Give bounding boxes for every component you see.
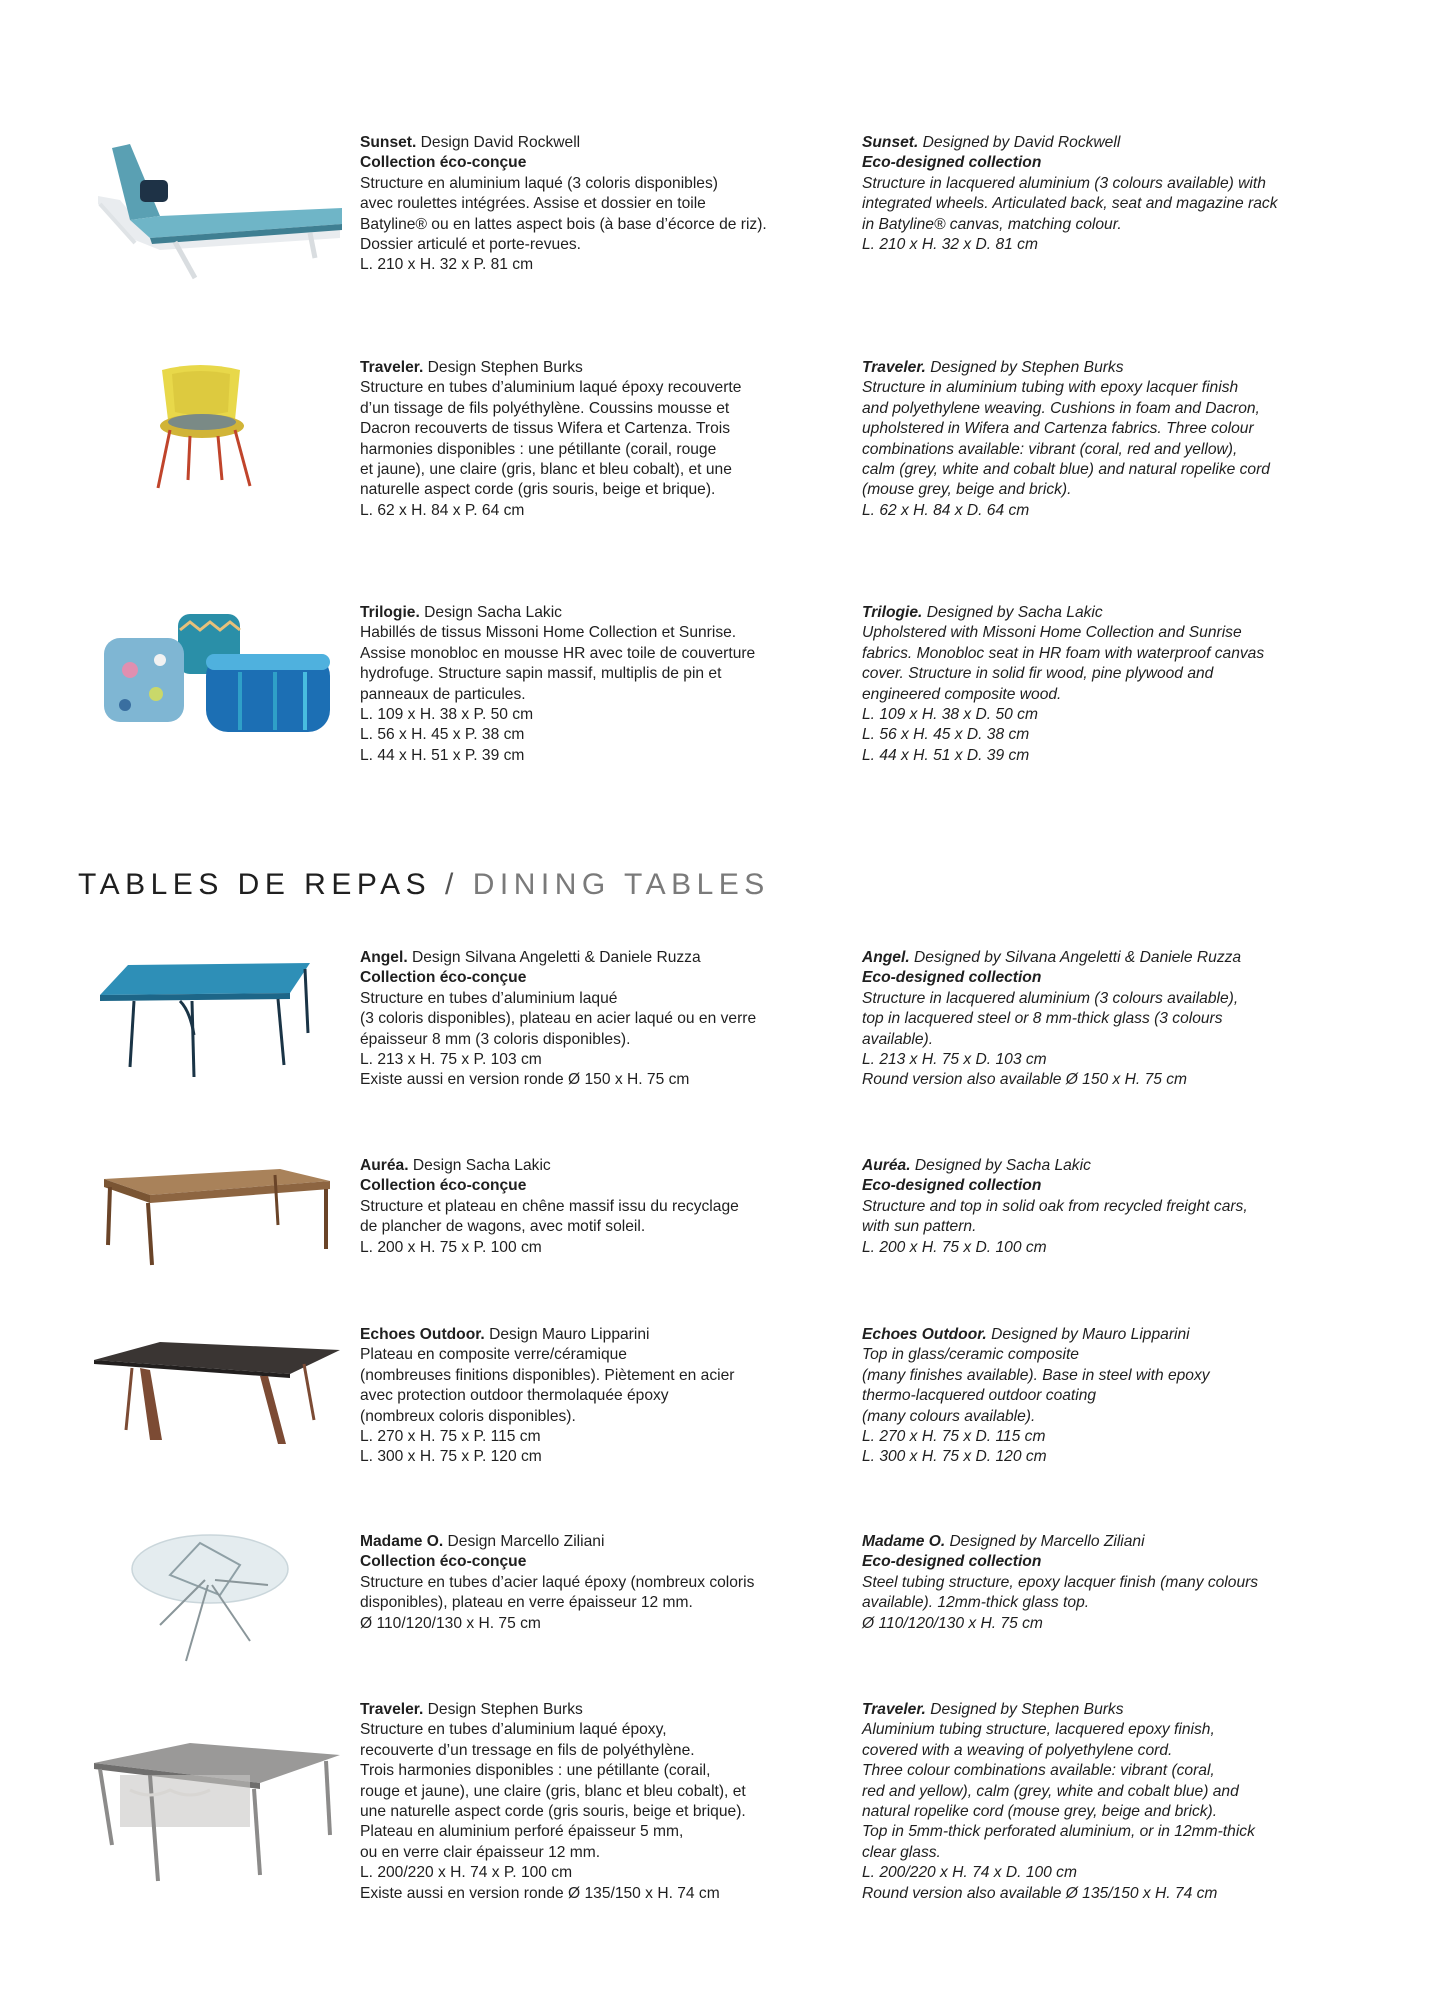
description-line: épaisseur 8 mm (3 coloris disponibles). xyxy=(360,1030,631,1048)
description-line: Trois harmonies disponibles : une pétillante (corail, xyxy=(360,1762,711,1780)
product-name: Angel. xyxy=(862,949,910,966)
description-line: Structure en aluminium laqué (3 coloris disponibles) xyxy=(360,174,718,192)
dimensions: Ø 110/120/130 x H. 75 cm xyxy=(360,1614,541,1632)
dimensions: L. 56 x H. 45 x D. 38 cm xyxy=(862,726,1030,744)
designer: Design Silvana Angeletti & Daniele Ruzza xyxy=(412,949,701,966)
designer: Designed by Mauro Lipparini xyxy=(991,1326,1190,1343)
section-title-separator: / xyxy=(445,868,459,901)
description-line: Existe aussi en version ronde Ø 150 x H. 75 cm xyxy=(360,1071,690,1089)
dimensions: L. 213 x H. 75 x D. 103 cm xyxy=(862,1051,1047,1069)
description-line: (3 coloris disponibles), plateau en acier laqué ou en verre xyxy=(360,1010,757,1028)
description-line: Round version also available Ø 135/150 x H. 74 cm xyxy=(862,1884,1218,1902)
description-line: ou en verre clair épaisseur 12 mm. xyxy=(360,1843,601,1861)
description-line: Structure en tubes d’aluminium laqué époxy, xyxy=(360,1721,667,1739)
description-line: available). 12mm-thick glass top. xyxy=(862,1594,1090,1612)
description-line: natural ropelike cord (mouse grey, beige and brick). xyxy=(862,1803,1218,1821)
traveler-chair-image xyxy=(90,360,350,500)
product-name: Auréa. xyxy=(360,1157,409,1174)
eco-label: Eco-designed collection xyxy=(862,154,1042,172)
product-name: Madame O. xyxy=(862,1533,946,1550)
angel-table-image xyxy=(90,955,350,1080)
dimensions: L. 44 x H. 51 x D. 39 cm xyxy=(862,746,1030,764)
product-name: Sunset. xyxy=(862,134,919,151)
description-line: red and yellow), calm (grey, white and cobalt blue) and xyxy=(862,1782,1239,1800)
description-line: (many colours available). xyxy=(862,1407,1036,1425)
description-line: Structure in lacquered aluminium (3 colours available), xyxy=(862,989,1239,1007)
description-line: recouverte d’un tressage en fils de polyéthylène. xyxy=(360,1741,695,1759)
dimensions: L. 300 x H. 75 x D. 120 cm xyxy=(862,1448,1047,1466)
designer: Designed by Stephen Burks xyxy=(930,1701,1124,1718)
dimensions: L. 210 x H. 32 x D. 81 cm xyxy=(862,236,1038,254)
description-line: Structure in aluminium tubing with epoxy lacquer finish xyxy=(862,379,1239,397)
aurea-table-image xyxy=(90,1165,350,1270)
description-line: thermo-lacquered outdoor coating xyxy=(862,1387,1097,1405)
designer: Designed by David Rockwell xyxy=(922,134,1121,151)
product-name: Traveler. xyxy=(862,1701,926,1718)
designer: Designed by Sacha Lakic xyxy=(914,1157,1091,1174)
product-name: Traveler. xyxy=(862,359,926,376)
eco-label: Collection éco-conçue xyxy=(360,1553,527,1571)
section-title-en: DINING TABLES xyxy=(472,868,770,901)
dimensions: L. 200 x H. 75 x D. 100 cm xyxy=(862,1238,1047,1256)
dimensions: Ø 110/120/130 x H. 75 cm xyxy=(862,1614,1043,1632)
description-line: in Batyline® canvas, matching colour. xyxy=(862,215,1122,233)
description-line: Top in 5mm-thick perforated aluminium, or in 12mm-thick xyxy=(862,1823,1255,1841)
description-line: fabrics. Monobloc seat in HR foam with waterproof canvas xyxy=(862,644,1265,662)
dimensions: L. 109 x H. 38 x D. 50 cm xyxy=(862,706,1038,724)
dimensions: L. 44 x H. 51 x P. 39 cm xyxy=(360,746,525,764)
section-title xyxy=(78,868,770,902)
dimensions: L. 210 x H. 32 x P. 81 cm xyxy=(360,256,534,274)
eco-label: Collection éco-conçue xyxy=(360,1177,527,1195)
eco-label: Collection éco-conçue xyxy=(360,969,527,987)
description-line: disponibles), plateau en verre épaisseur 12 mm. xyxy=(360,1594,693,1612)
description-line: Upholstered with Missoni Home Collection and Sunrise xyxy=(862,624,1242,642)
designer: Design Stephen Burks xyxy=(427,359,583,376)
description-line: Aluminium tubing structure, lacquered epoxy finish, xyxy=(862,1721,1215,1739)
description-line: naturelle aspect corde (gris souris, beige et brique). xyxy=(360,481,716,499)
description-line: avec roulettes intégrées. Assise et dossier en toile xyxy=(360,195,706,213)
description-line: Structure en tubes d’aluminium laqué époxy recouverte xyxy=(360,379,742,397)
description-line: panneaux de particules. xyxy=(360,685,526,703)
designer: Design Stephen Burks xyxy=(427,1701,583,1718)
dimensions: L. 213 x H. 75 x P. 103 cm xyxy=(360,1051,542,1069)
dimensions: L. 109 x H. 38 x P. 50 cm xyxy=(360,706,534,724)
description-line: Plateau en composite verre/céramique xyxy=(360,1346,627,1364)
description-line: available). xyxy=(862,1030,934,1048)
designer: Designed by Silvana Angeletti & Daniele Ruzza xyxy=(914,949,1242,966)
dimensions: L. 56 x H. 45 x P. 38 cm xyxy=(360,726,525,744)
description-line: Batyline® ou en lattes aspect bois (à base d’écorce de riz). xyxy=(360,215,767,233)
designer: Design Marcello Ziliani xyxy=(447,1533,605,1550)
description-line: with sun pattern. xyxy=(862,1218,977,1236)
designer: Design Mauro Lipparini xyxy=(489,1326,650,1343)
description-line: rouge et jaune), une claire (gris, blanc et bleu cobalt), et xyxy=(360,1782,746,1800)
designer: Design Sacha Lakic xyxy=(424,604,562,621)
product-name: Echoes Outdoor. xyxy=(862,1326,987,1343)
product-name: Trilogie. xyxy=(360,604,420,621)
eco-label: Eco-designed collection xyxy=(862,1553,1042,1571)
description-line: Structure en tubes d’acier laqué époxy (nombreux coloris xyxy=(360,1573,755,1591)
description-line: Structure in lacquered aluminium (3 colours available) with xyxy=(862,174,1266,192)
description-line: Structure and top in solid oak from recycled freight cars, xyxy=(862,1197,1248,1215)
description-line: Round version also available Ø 150 x H. 75 cm xyxy=(862,1071,1188,1089)
eco-label: Collection éco-conçue xyxy=(360,154,527,172)
description-line: Three colour combinations available: vibrant (coral, xyxy=(862,1762,1215,1780)
description-line: Steel tubing structure, epoxy lacquer finish (many colours xyxy=(862,1573,1259,1591)
dimensions: L. 62 x H. 84 x D. 64 cm xyxy=(862,501,1030,519)
description-line: and polyethylene weaving. Cushions in foam and Dacron, xyxy=(862,399,1260,417)
description-line: harmonies disponibles : une pétillante (corail, rouge xyxy=(360,440,717,458)
description-line: combinations available: vibrant (coral, red and yellow), xyxy=(862,440,1238,458)
product-name: Trilogie. xyxy=(862,604,923,621)
product-name: Traveler. xyxy=(360,1701,424,1718)
description-line: et jaune), une claire (gris, blanc et bleu cobalt), et une xyxy=(360,461,732,479)
product-name: Angel. xyxy=(360,949,408,966)
description-line: engineered composite wood. xyxy=(862,685,1062,703)
description-line: (many finishes available). Base in steel with epoxy xyxy=(862,1366,1210,1384)
designer: Designed by Sacha Lakic xyxy=(926,604,1103,621)
description-line: calm (grey, white and cobalt blue) and natural ropelike cord xyxy=(862,461,1270,479)
description-line: Assise monobloc en mousse HR avec toile de couverture xyxy=(360,644,756,662)
description-line: covered with a weaving of polyethylene cord. xyxy=(862,1741,1173,1759)
description-line: Existe aussi en version ronde Ø 135/150 x H. 74 cm xyxy=(360,1884,720,1902)
dimensions: L. 270 x H. 75 x D. 115 cm xyxy=(862,1428,1046,1446)
description-line: integrated wheels. Articulated back, seat and magazine rack xyxy=(862,195,1278,213)
description-line: (nombreux coloris disponibles). xyxy=(360,1407,576,1425)
description-line: (mouse grey, beige and brick). xyxy=(862,481,1072,499)
trilogie-poufs-image xyxy=(90,610,350,740)
dimensions: L. 200 x H. 75 x P. 100 cm xyxy=(360,1238,542,1256)
designer: Design Sacha Lakic xyxy=(412,1157,551,1174)
description-line: Dossier articulé et porte-revues. xyxy=(360,236,582,254)
product-name: Sunset. xyxy=(360,134,417,151)
madame-o-table-image xyxy=(90,1525,350,1665)
dimensions: L. 62 x H. 84 x P. 64 cm xyxy=(360,501,525,519)
designer: Designed by Marcello Ziliani xyxy=(949,1533,1145,1550)
description-line: de plancher de wagons, avec motif soleil. xyxy=(360,1218,646,1236)
product-name: Traveler. xyxy=(360,359,424,376)
description-line: d’un tissage de fils polyéthylène. Coussins mousse et xyxy=(360,399,730,417)
eco-label: Eco-designed collection xyxy=(862,1177,1042,1195)
description-line: (nombreuses finitions disponibles). Piètement en acier xyxy=(360,1366,735,1384)
description-line: cover. Structure in solid fir wood, pine plywood and xyxy=(862,665,1214,683)
product-name: Madame O. xyxy=(360,1533,444,1550)
description-line: Structure et plateau en chêne massif issu du recyclage xyxy=(360,1197,739,1215)
description-line: Dacron recouverts de tissus Wifera et Cartenza. Trois xyxy=(360,420,731,438)
description-line: clear glass. xyxy=(862,1843,941,1861)
designer: Design David Rockwell xyxy=(420,134,581,151)
product-name: Echoes Outdoor. xyxy=(360,1326,485,1343)
section-title-fr: TABLES DE REPAS xyxy=(78,868,432,901)
description-line: Top in glass/ceramic composite xyxy=(862,1346,1079,1364)
description-line: hydrofuge. Structure sapin massif, multiplis de pin et xyxy=(360,665,722,683)
designer: Designed by Stephen Burks xyxy=(930,359,1124,376)
dimensions: L. 300 x H. 75 x P. 120 cm xyxy=(360,1448,542,1466)
dimensions: L. 200/220 x H. 74 x D. 100 cm xyxy=(862,1864,1077,1882)
sunset-lounger-image xyxy=(90,138,350,283)
description-line: upholstered in Wifera and Cartenza fabrics. Three colour xyxy=(862,420,1254,438)
dimensions: L. 200/220 x H. 74 x P. 100 cm xyxy=(360,1864,573,1882)
description-line: avec protection outdoor thermolaquée époxy xyxy=(360,1387,669,1405)
echoes-table-image xyxy=(90,1340,350,1450)
traveler-table-image xyxy=(90,1735,350,1885)
description-line: Habillés de tissus Missoni Home Collection et Sunrise. xyxy=(360,624,737,642)
description-line: Structure en tubes d’aluminium laqué xyxy=(360,989,618,1007)
dimensions: L. 270 x H. 75 x P. 115 cm xyxy=(360,1428,541,1446)
eco-label: Eco-designed collection xyxy=(862,969,1042,987)
description-line: Plateau en aluminium perforé épaisseur 5 mm, xyxy=(360,1823,684,1841)
description-line: top in lacquered steel or 8 mm-thick glass (3 colours xyxy=(862,1010,1223,1028)
product-name: Auréa. xyxy=(862,1157,911,1174)
description-line: une naturelle aspect corde (gris souris, beige et brique). xyxy=(360,1803,746,1821)
